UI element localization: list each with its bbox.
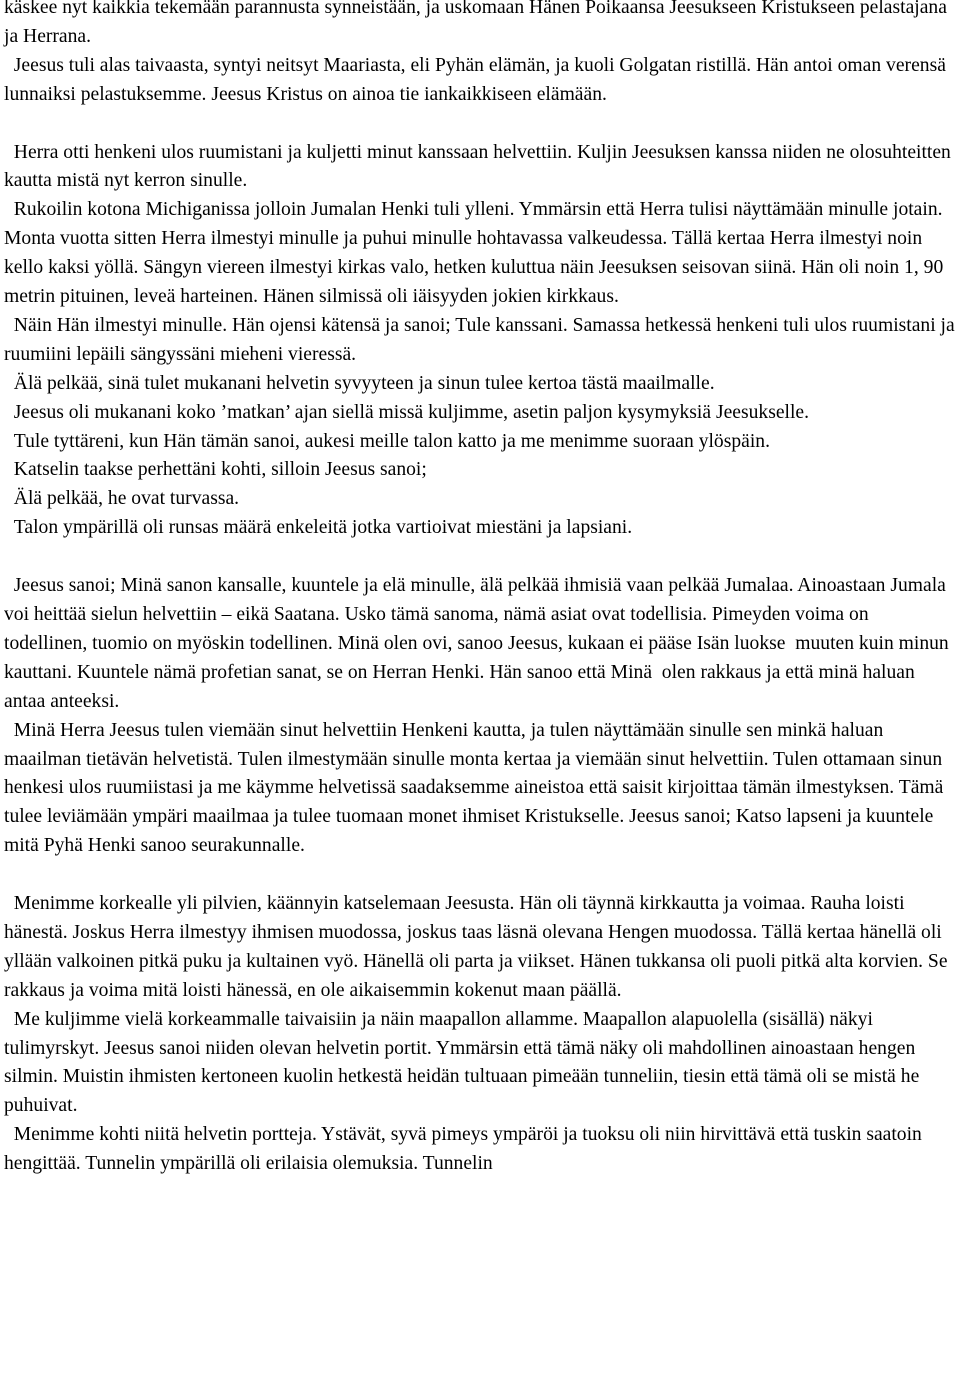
paragraph-2: Jeesus tuli alas taivaasta, syntyi neitsyt Maariasta, eli Pyhän elämän, ja kuoli Golgatan ristillä. Hän antoi oman verensä lunnaiksi pelastuksemme. Jeesus Kristus on ainoa tie iankaikkiseen elämään. xyxy=(4,54,951,105)
paragraph-16: Menimme kohti niitä helvetin portteja. Ystävät, syvä pimeys ympäröi ja tuoksu oli niin hirvittävä että tuskin saatoin hengittää. Tunnelin ympärillä oli erilaisia olemuksia. Tunnelin xyxy=(4,1124,927,1175)
paragraph-6: Älä pelkää, sinä tulet mukanani helvetin syvyyteen ja sinun tulee kertoa tästä maailmalle. xyxy=(4,372,715,394)
paragraph-spacer xyxy=(4,543,956,572)
paragraph-13: Minä Herra Jeesus tulen viemään sinut helvettiin Henkeni kautta, ja tulen näyttämään sinulle sen minkä haluan maailman tietävän helvetistä. Tulen ilmestymään sinulle monta kertaa ja viemään sinut helvettiin. Tulen ottamaan sinun henkesi ulos ruumiistasi ja me käymme helvetissä saadaksemme aineistoa että saisit kirjoittaa tämän ilmestyksen. Tämä tulee leviämään ympäri maailmaa ja tulee tuomaan monet ihmiset Kristukselle. Jeesus sanoi; Katso lapseni ja kuuntele mitä Pyhä Henki sanoo seurakunnalle. xyxy=(4,719,949,857)
paragraph-5: Näin Hän ilmestyi minulle. Hän ojensi kätensä ja sanoi; Tule kanssani. Samassa hetkessä henkeni tuli ulos ruumistani ja ruumiini lepäili sängyssäni mieheni vieressä. xyxy=(4,314,960,365)
paragraph-1: käskee nyt kaikkia tekemään parannusta synneistään, ja uskomaan Hänen Poikaansa Jeesukseen Kristukseen pelastajana ja Herrana. xyxy=(4,0,952,47)
paragraph-12: Jeesus sanoi; Minä sanon kansalle, kuuntele ja elä minulle, älä pelkää ihmisiä vaan pelkää Jumalaa. Ainoastaan Jumala voi heittää sielun helvettiin – eikä Saatana. Usko tämä sanoma, nämä asiat ovat todellisia. Pimeyden voima on todellinen, tuomio on myöskin todellinen. Minä olen ovi, sanoo Jeesus, kukaan ei pääse Isän luokse muuten kuin minun kauttani. Kuuntele nämä profetian sanat, se on Herran Henki. Hän sanoo että Minä olen rakkaus ja että minä haluan antaa anteeksi. xyxy=(4,575,954,712)
paragraph-8: Tule tyttäreni, kun Hän tämän sanoi, aukesi meille talon katto ja me menimme suoraan ylöspäin. xyxy=(4,430,770,452)
paragraph-11: Talon ympärillä oli runsas määrä enkeleitä jotka vartioivat miestäni ja lapsiani. xyxy=(4,517,633,539)
paragraph-spacer xyxy=(4,861,956,890)
paragraph-9: Katselin taakse perhettäni kohti, silloin Jeesus sanoi; xyxy=(4,459,427,481)
paragraph-15: Me kuljimme vielä korkeammalle taivaisiin ja näin maapallon allamme. Maapallon alapuolella (sisällä) näkyi tulimyrskyt. Jeesus sanoi niiden olevan helvetin portit. Ymmärsin että tämä näky oli mahdollinen ainoastaan hengen silmin. Muistin ihmisten kertoneen kuolin hetkestä heidän tultuaan pimeään tunneliin, tiesin että tämä oli se mistä he puhuivat. xyxy=(4,1008,925,1117)
paragraph-7: Jeesus oli mukanani koko ’matkan’ ajan siellä missä kuljimme, asetin paljon kysymyksiä Jeesukselle. xyxy=(4,401,809,423)
paragraph-14: Menimme korkealle yli pilvien, käännyin katselemaan Jeesusta. Hän oli täynnä kirkkautta ja voimaa. Rauha loisti hänestä. Joskus Herra ilmestyy ihmisen muodossa, joskus taas läsnä olevana Hengen muodossa. Tällä kertaa hänellä oli yllään valkoinen pitkä puku ja kultainen vyö. Hänellä oli parta ja viikset. Hänen tukkansa oli puoli pitkä alta korvien. Se rakkaus ja voima mitä loisti hänessä, en ole aikaisemmin kokenut maan päällä. xyxy=(4,893,953,1001)
paragraph-4: Rukoilin kotona Michiganissa jolloin Jumalan Henki tuli ylleni. Ymmärsin että Herra tulisi näyttämään minulle jotain. Monta vuotta sitten Herra ilmestyi minulle ja puhui minulle hohtavassa valkeudessa. Tällä kertaa Herra ilmestyi noin kello kaksi yöllä. Sängyn viereen ilmestyi kirkas valo, hetken kuluttua näin Jeesuksen seisovan siinä. Hän oli noin 1, 90 metrin pituinen, leveä harteinen. Hänen silmissä oli iäisyyden jokien kirkkaus. xyxy=(4,199,949,308)
document-page xyxy=(4,0,960,1179)
paragraph-spacer xyxy=(4,110,956,139)
paragraph-10: Älä pelkää, he ovat turvassa. xyxy=(4,488,240,510)
paragraph-3: Herra otti henkeni ulos ruumistani ja kuljetti minut kanssaan helvettiin. Kuljin Jeesuksen kanssa niiden ne olosuhteitten kautta mistä nyt kerron sinulle. xyxy=(4,141,956,192)
